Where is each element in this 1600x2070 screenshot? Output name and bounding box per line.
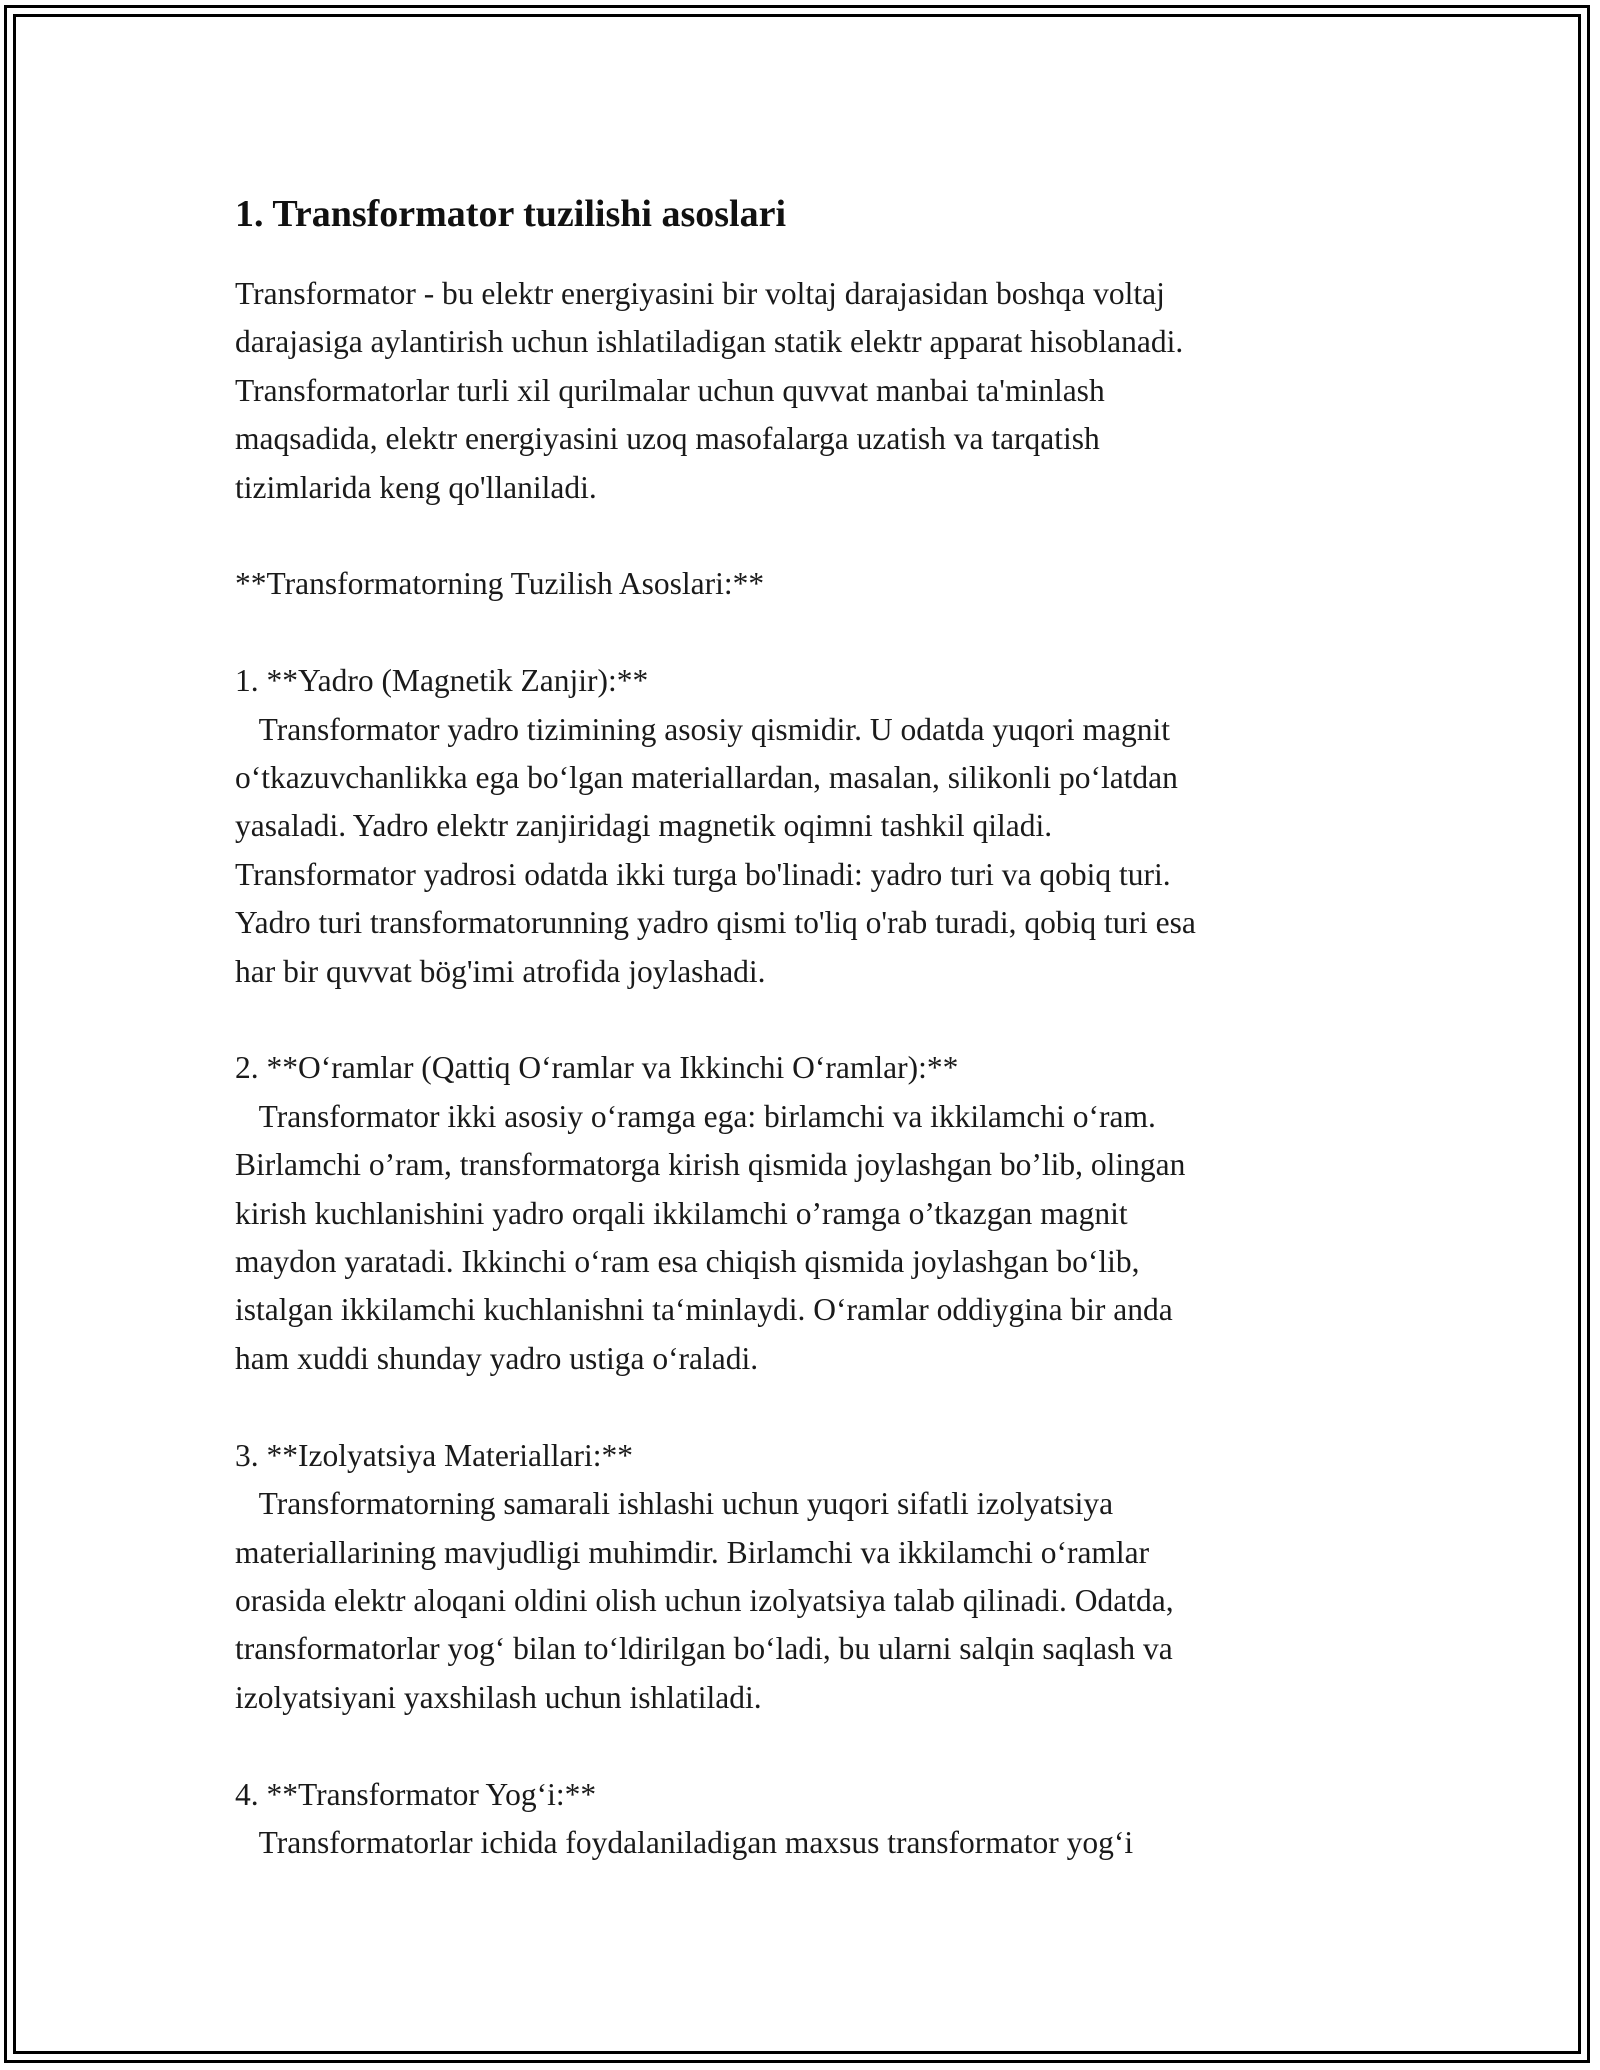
intro-paragraph: Transformator - bu elektr energiyasini bir voltaj darajasidan boshqa voltaj darajasiga aylantirish uchun ishlatiladigan statik elektr apparat hisoblanadi. Transformatorlar turli xil qurilmalar uchun quvvat manbai ta'minlash maqsadida, elektr energiyasini uzoq masofalarga uzatish va tarqatish tizimlarida keng qo'llaniladi. bbox=[235, 276, 1184, 505]
section-title: 2. **O‘ramlar (Qattiq O‘ramlar va Ikkinchi O‘ramlar):** bbox=[235, 1050, 959, 1086]
paragraph-spacer bbox=[235, 609, 1375, 657]
document-heading: 1. Transformator tuzilishi asoslari bbox=[235, 193, 786, 235]
paragraph-spacer bbox=[235, 996, 1375, 1044]
section-body: Transformator yadro tizimining asosiy qismidir. U odatda yuqori magnit o‘tkazuvchanlikka ega bo‘lgan materiallardan, masalan, silikonli po‘latdan yasaladi. Yadro elektr zanjiridagi magnetik oqimni tashkil qiladi. Transformator yadrosi odatda ikki turga bo'linadi: yadro turi va qobiq turi. Yadro turi transformatorunning yadro qismi to'liq o'rab turadi, qobiq turi esa har bir quvvat bög'imi atrofida joylashadi. bbox=[235, 711, 1196, 989]
section-core bbox=[235, 657, 1375, 996]
document-body bbox=[235, 186, 1375, 1867]
section-windings bbox=[235, 1044, 1375, 1383]
section-title: 1. **Yadro (Magnetik Zanjir):** bbox=[235, 663, 649, 699]
section-body: Transformatorning samarali ishlashi uchun yuqori sifatli izolyatsiya materiallarining mavjudligi muhimdir. Birlamchi va ikkilamchi o‘ramlar orasida elektr aloqani oldini olish uchun izolyatsiya talab qilinadi. Odatda, transformatorlar yog‘ bilan to‘ldirilgan bo‘ladi, bu ularni salqin saqlash va izolyatsiyani yaxshilash uchun ishlatiladi. bbox=[235, 1486, 1174, 1715]
section-title: 3. **Izolyatsiya Materiallari:** bbox=[235, 1437, 633, 1473]
paragraph-spacer bbox=[235, 1722, 1375, 1770]
section-insulation bbox=[235, 1432, 1375, 1722]
paragraph-spacer bbox=[235, 512, 1375, 560]
subheading: **Transformatorning Tuzilish Asoslari:** bbox=[235, 566, 765, 602]
section-transformer-oil bbox=[235, 1771, 1375, 1868]
paragraph-spacer bbox=[235, 1383, 1375, 1431]
section-body: Transformatorlar ichida foydalaniladigan maxsus transformator yog‘i bbox=[235, 1824, 1134, 1860]
section-body: Transformator ikki asosiy o‘ramga ega: birlamchi va ikkilamchi o‘ram. Birlamchi o’ram, transformatorga kirish qismida joylashgan bo’lib, olingan kirish kuchlanishini yadro orqali ikkilamchi o’ramga o’tkazgan magnit maydon yaratadi. Ikkinchi o‘ram esa chiqish qismida joylashgan bo‘lib, istalgan ikkilamchi kuchlanishni ta‘minlaydi. O‘ramlar oddiygina bir anda ham xuddi shunday yadro ustiga o‘raladi. bbox=[235, 1098, 1186, 1376]
section-title: 4. **Transformator Yog‘i:** bbox=[235, 1776, 597, 1812]
